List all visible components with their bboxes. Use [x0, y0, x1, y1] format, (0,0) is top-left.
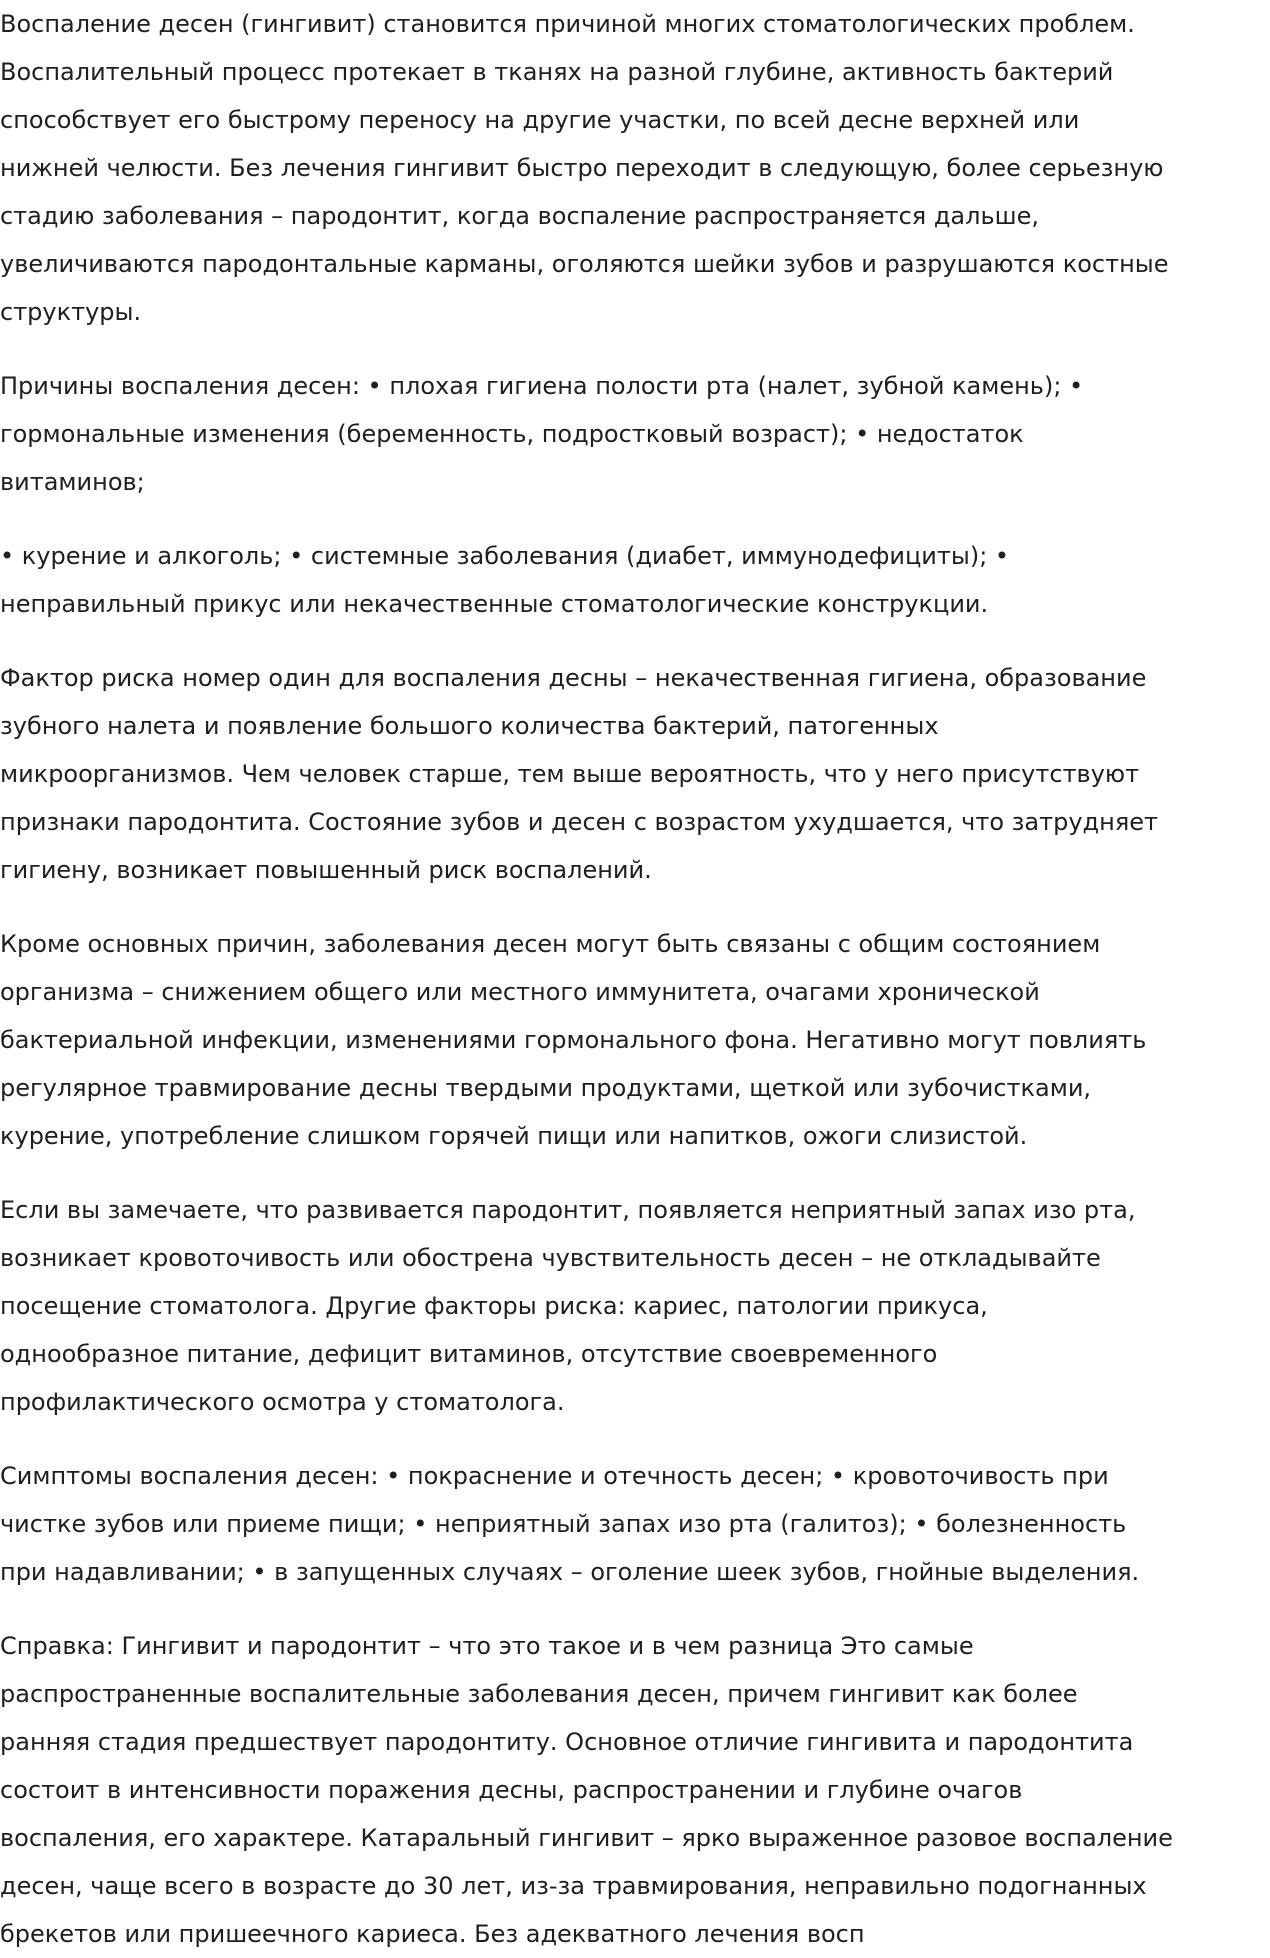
article-paragraph: [0, 362, 1270, 506]
paragraph-line: стадию заболевания – пародонтит, когда воспаление распространяется дальше,: [0, 202, 1039, 230]
paragraph-line: Справка: Гингивит и пародонтит – что это такое и в чем разница Это самые: [0, 1632, 974, 1660]
paragraph-line: нижней челюсти. Без лечения гингивит быстро переходит в следующую, более серьезную: [0, 154, 1164, 182]
paragraph-line: микроорганизмов. Чем человек старше, тем выше вероятность, что у него присутствуют: [0, 760, 1140, 788]
paragraph-line: однообразное питание, дефицит витаминов, отсутствие своевременного: [0, 1340, 938, 1368]
paragraph-line: распространенные воспалительные заболевания десен, причем гингивит как более: [0, 1680, 1078, 1708]
article-paragraph: [0, 1186, 1270, 1426]
paragraph-line: при надавливании; • в запущенных случаях – оголение шеек зубов, гнойные выделения.: [0, 1558, 1140, 1586]
article-paragraph: [0, 1622, 1270, 1958]
article-paragraph: [0, 532, 1270, 628]
paragraph-line: воспаления, его характере. Катаральный гингивит – ярко выраженное разовое воспаление: [0, 1824, 1173, 1852]
article-paragraph: [0, 920, 1270, 1160]
paragraph-line: признаки пародонтита. Состояние зубов и десен с возрастом ухудшается, что затрудняет: [0, 808, 1159, 836]
paragraph-line: Воспалительный процесс протекает в тканях на разной глубине, активность бактерий: [0, 58, 1114, 86]
paragraph-line: Если вы замечаете, что развивается пародонтит, появляется неприятный запах изо рта,: [0, 1196, 1136, 1224]
paragraph-line: бактериальной инфекции, изменениями гормонального фона. Негативно могут повлиять: [0, 1026, 1147, 1054]
paragraph-line: витаминов;: [0, 468, 145, 496]
paragraph-line: структуры.: [0, 298, 142, 326]
paragraph-line: • курение и алкоголь; • системные заболевания (диабет, иммунодефициты); •: [0, 542, 1010, 570]
paragraph-line: посещение стоматолога. Другие факторы риска: кариес, патологии прикуса,: [0, 1292, 988, 1320]
paragraph-line: брекетов или пришеечного кариеса. Без адекватного лечения восп: [0, 1920, 865, 1948]
paragraph-line: Причины воспаления десен: • плохая гигиена полости рта (налет, зубной камень); •: [0, 372, 1084, 400]
paragraph-line: Воспаление десен (гингивит) становится причиной многих стоматологических проблем.: [0, 10, 1135, 38]
paragraph-line: Фактор риска номер один для воспаления десны – некачественная гигиена, образование: [0, 664, 1147, 692]
paragraph-line: чистке зубов или приеме пищи; • неприятный запах изо рта (галитоз); • болезненность: [0, 1510, 1127, 1538]
paragraph-line: увеличиваются пародонтальные карманы, оголяются шейки зубов и разрушаются костные: [0, 250, 1169, 278]
article-paragraph: [0, 1452, 1270, 1596]
paragraph-line: гигиену, возникает повышенный риск воспалений.: [0, 856, 652, 884]
paragraph-line: организма – снижением общего или местного иммунитета, очагами хронической: [0, 978, 1040, 1006]
paragraph-line: гормональные изменения (беременность, подростковый возраст); • недостаток: [0, 420, 1024, 448]
paragraph-line: профилактического осмотра у стоматолога.: [0, 1388, 565, 1416]
paragraph-line: Симптомы воспаления десен: • покраснение и отечность десен; • кровоточивость при: [0, 1462, 1109, 1490]
article-paragraph: [0, 0, 1270, 336]
paragraph-line: состоит в интенсивности поражения десны, распространении и глубине очагов: [0, 1776, 1023, 1804]
paragraph-line: возникает кровоточивость или обострена чувствительность десен – не откладывайте: [0, 1244, 1101, 1272]
paragraph-line: неправильный прикус или некачественные стоматологические конструкции.: [0, 590, 989, 618]
paragraph-line: ранняя стадия предшествует пародонтиту. Основное отличие гингивита и пародонтита: [0, 1728, 1134, 1756]
article-paragraph: [0, 654, 1270, 894]
paragraph-line: Кроме основных причин, заболевания десен могут быть связаны с общим состоянием: [0, 930, 1101, 958]
paragraph-line: способствует его быстрому переносу на другие участки, по всей десне верхней или: [0, 106, 1080, 134]
paragraph-line: регулярное травмирование десны твердыми продуктами, щеткой или зубочистками,: [0, 1074, 1092, 1102]
paragraph-line: десен, чаще всего в возрасте до 30 лет, из-за травмирования, неправильно подогнанных: [0, 1872, 1147, 1900]
paragraph-line: зубного налета и появление большого количества бактерий, патогенных: [0, 712, 939, 740]
paragraph-line: курение, употребление слишком горячей пищи или напитков, ожоги слизистой.: [0, 1122, 1028, 1150]
